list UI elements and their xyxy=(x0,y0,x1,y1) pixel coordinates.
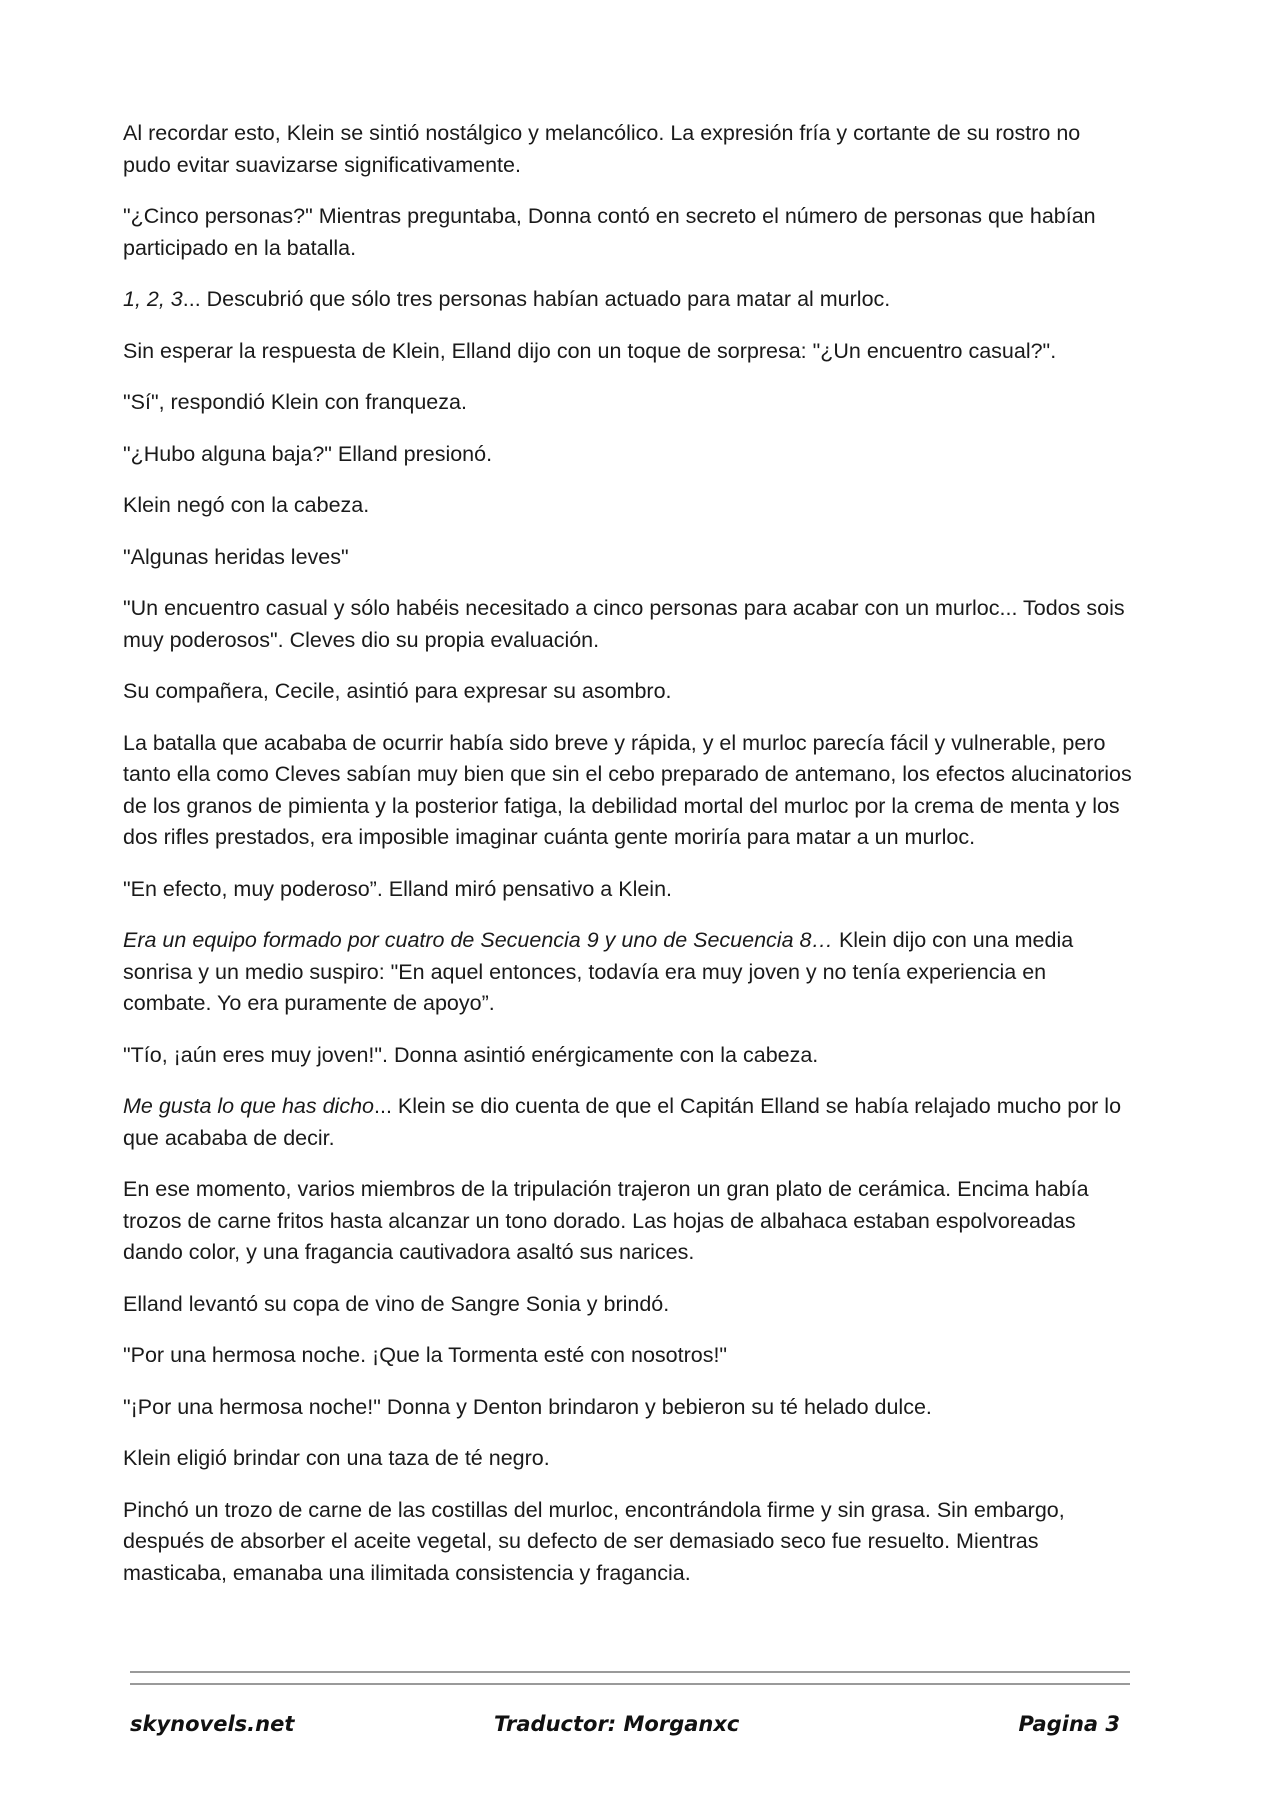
paragraph: Me gusta lo que has dicho... Klein se dio cuenta de que el Capitán Elland se había relajado mucho por lo que acababa de decir. xyxy=(123,1094,1122,1150)
paragraph: La batalla que acababa de ocurrir había sido breve y rápida, y el murloc parecía fácil y vulnerable, pero tanto ella como Cleves sabían muy bien que sin el cebo preparado de antemano, los efectos alucinatorios de los granos de pimienta y la posterior fatiga, la debilidad mortal del murloc por la crema de menta y los dos rifles prestados, era imposible imaginar cuánta gente moriría para matar a un murloc. xyxy=(123,730,1132,849)
paragraph: "Un encuentro casual y sólo habéis necesitado a cinco personas para acabar con un murloc... Todos sois muy poderosos". Cleves dio su propia evaluación. xyxy=(123,596,1125,652)
footer-page-number: Pagina 3 xyxy=(1018,1712,1120,1736)
footer-divider xyxy=(130,1683,1130,1685)
footer-translator: Traductor: Morganxc xyxy=(494,1712,740,1736)
italic-thought: Era un equipo formado por cuatro de Secuencia 9 y uno de Secuencia 8… xyxy=(123,928,833,952)
footer-divider xyxy=(130,1671,1130,1673)
page-footer xyxy=(130,1712,1120,1746)
footer-site: skynovels.net xyxy=(130,1712,295,1736)
paragraph: "¿Cinco personas?" Mientras preguntaba, Donna contó en secreto el número de personas que habían participado en la batalla. xyxy=(123,204,1096,260)
paragraph: Al recordar esto, Klein se sintió nostálgico y melancólico. La expresión fría y cortante de su rostro no pudo evitar suavizarse significativamente. xyxy=(123,121,1081,177)
paragraph: "En efecto, muy poderoso”. Elland miró pensativo a Klein. xyxy=(123,876,673,901)
paragraph: Klein negó con la cabeza. xyxy=(123,493,370,517)
paragraph: Su compañera, Cecile, asintió para expresar su asombro. xyxy=(123,679,672,703)
paragraph: "¡Por una hermosa noche!" Donna y Denton brindaron y bebieron su té helado dulce. xyxy=(123,1394,932,1419)
document-body xyxy=(123,118,1133,1609)
paragraph: En ese momento, varios miembros de la tripulación trajeron un gran plato de cerámica. Encima había trozos de carne fritos hasta alcanzar un tono dorado. Las hojas de albahaca estaban espolvoreadas dando color, y una fragancia cautivadora asaltó sus narices. xyxy=(123,1177,1089,1264)
paragraph: "Algunas heridas leves" xyxy=(123,544,349,569)
paragraph: Era un equipo formado por cuatro de Secuencia 9 y uno de Secuencia 8… Klein dijo con una media sonrisa y un medio suspiro: "En aquel entonces, todavía era muy joven y no tenía experiencia en combate. Yo era puramente de apoyo”. xyxy=(123,928,1074,1015)
paragraph: "Sí", respondió Klein con franqueza. xyxy=(123,390,467,414)
paragraph: Elland levantó su copa de vino de Sangre Sonia y brindó. xyxy=(123,1291,670,1316)
paragraph: "Tío, ¡aún eres muy joven!". Donna asintió enérgicamente con la cabeza. xyxy=(123,1042,819,1067)
paragraph: Pinchó un trozo de carne de las costillas del murloc, encontrándola firme y sin grasa. Sin embargo, después de absorber el aceite vegetal, su defecto de ser demasiado seco fue resuelto. Mientras masticaba, emanaba una ilimitada consistencia y fragancia. xyxy=(123,1497,1065,1585)
italic-thought: Me gusta lo que has dicho xyxy=(123,1094,374,1118)
paragraph: 1, 2, 3... Descubrió que sólo tres personas habían actuado para matar al murloc. xyxy=(123,287,891,311)
italic-thought: 1, 2, 3 xyxy=(123,287,183,311)
paragraph: "Por una hermosa noche. ¡Que la Tormenta esté con nosotros!" xyxy=(123,1343,728,1367)
paragraph: Sin esperar la respuesta de Klein, Elland dijo con un toque de sorpresa: "¿Un encuentro casual?". xyxy=(123,338,1057,363)
paragraph: Klein eligió brindar con una taza de té negro. xyxy=(123,1446,550,1470)
paragraph: "¿Hubo alguna baja?" Elland presionó. xyxy=(123,441,493,466)
